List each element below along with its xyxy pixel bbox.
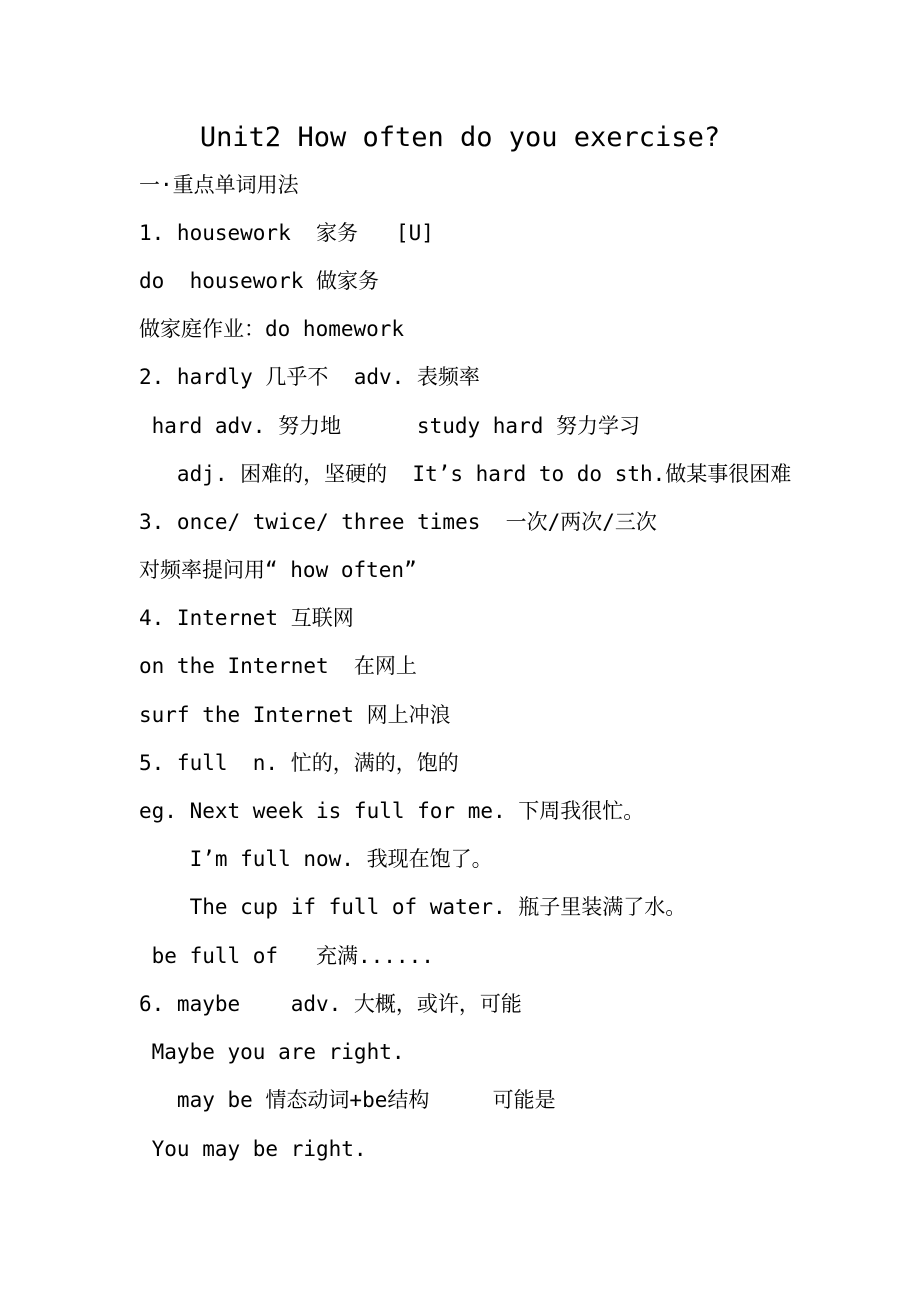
vocab-entry-full: 5. full n. 忙的，满的，饱的 <box>139 751 459 775</box>
text-line: 对频率提问用“ how often” <box>139 558 417 582</box>
example-line: I’m full now. 我现在饱了。 <box>139 847 493 871</box>
text-line: may be 情态动词+be结构 可能是 <box>139 1088 556 1112</box>
example-line: eg. Next week is full for me. 下周我很忙。 <box>139 799 645 823</box>
vocab-entry-hardly: 2. hardly 几乎不 adv. 表频率 <box>139 365 480 389</box>
text-line: hard adv. 努力地 study hard 努力学习 <box>139 414 641 438</box>
text-line: be full of 充满...... <box>139 944 434 968</box>
vocab-entry-internet: 4. Internet 互联网 <box>139 606 354 630</box>
vocab-entry-once-twice: 3. once/ twice/ three times 一次/两次/三次 <box>139 510 657 534</box>
vocab-entry-housework: 1. housework 家务 [U] <box>139 221 434 245</box>
text-line: surf the Internet 网上冲浪 <box>139 703 451 727</box>
text-line: 做家庭作业：do homework <box>139 317 405 341</box>
section-heading: 一·重点单词用法 <box>139 173 299 197</box>
example-line: The cup if full of water. 瓶子里装满了水。 <box>139 895 687 919</box>
vocab-entry-maybe: 6. maybe adv. 大概，或许，可能 <box>139 992 522 1016</box>
example-line: You may be right. <box>139 1137 367 1161</box>
example-line: Maybe you are right. <box>139 1040 405 1064</box>
text-line: do housework 做家务 <box>139 269 380 293</box>
text-line: on the Internet 在网上 <box>139 654 417 678</box>
text-line: adj. 困难的，坚硬的 It’s hard to do sth.做某事很困难 <box>139 462 792 486</box>
page-title: Unit2 How often do you exercise? <box>199 122 721 153</box>
